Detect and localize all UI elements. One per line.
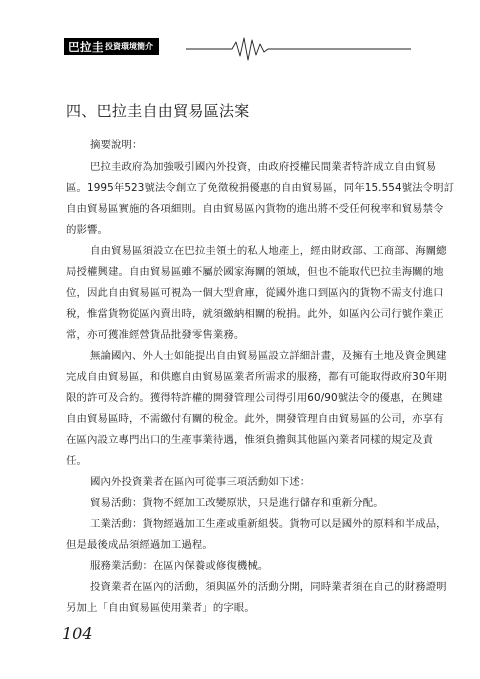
body-line: 摘要說明：	[90, 139, 143, 151]
page-number: 104	[62, 624, 93, 643]
body-line: 投資業者在區內的活動，須與區外的活動分開，同時業者須在自己的財務證明	[90, 581, 447, 593]
body-line: 自由貿易區須設立在巴拉圭領土的私人地產上，經由財政部、工商部、海關總	[90, 245, 447, 257]
body-line: 國內外投資業者在區內可從事三項活動如下述：	[90, 476, 311, 488]
body-line: 另加上「自由貿易區使用業者」的字眼。	[66, 602, 255, 614]
body-line: 巴拉圭政府為加強吸引國內外投資，由政府授權民間業者特許成立自由貿易	[90, 161, 437, 173]
body-line: 無論國內、外人士如能提出自由貿易區設立詳細計畫，及擁有土地及資金興建	[90, 350, 447, 362]
body-line: 但是最後成品須經過加工過程。	[66, 539, 213, 551]
header-title-sub: 投資環境簡介	[105, 42, 153, 51]
body-line: 稅，惟當貨物從區內賣出時，就須繳納相關的稅捐。此外，如區內公司行號作業正	[66, 308, 444, 320]
body-line: 貿易活動：貨物不經加工改變原狀，只是進行儲存和重新分配。	[90, 497, 384, 509]
body-line: 區。1995年523號法令創立了免徵稅捐優惠的自由貿易區，同年15.554號法令明訂	[66, 182, 455, 194]
running-header	[0, 0, 480, 70]
body-line: 工業活動：貨物經過加工生產或重新組裝。貨物可以是國外的原料和半成品，	[90, 518, 447, 530]
body-line: 完成自由貿易區，和供應自由貿易區業者所需求的服務，都有可能取得政府30年期	[66, 371, 447, 383]
header-title-main: 巴拉圭	[68, 39, 104, 54]
body-line: 任。	[66, 455, 87, 467]
body-line: 局授權興建。自由貿易區雖不屬於國家海關的領域，但也不能取代巴拉圭海關的地	[66, 266, 444, 278]
body-line: 常，亦可獲准經營貨品批發零售業務。	[66, 329, 245, 341]
body-line: 限的許可及合約。獲得特許權的開發管理公司得引用60/90號法令的優惠，在興建	[66, 392, 443, 404]
body-line: 在區內設立專門出口的生產事業待遇，惟須負擔與其他區內業者同樣的規定及責	[66, 434, 434, 446]
body-line: 自由貿易區實施的各項細則。自由貿易區內貨物的進出將不受任何稅率和貿易禁令	[66, 203, 444, 215]
header-wave-rule	[0, 0, 480, 70]
body-line: 自由貿易區時，不需繳付有關的稅金。此外，開發管理自由貿易區的公司，亦享有	[66, 413, 444, 425]
body-line: 服務業活動：在區內保養或修復機械。	[90, 560, 269, 572]
body-line: 的影響。	[66, 224, 108, 236]
body-line: 位，因此自由貿易區可視為一個大型倉庫，從國外進口到區內的貨物不需支付進口	[66, 287, 444, 299]
section-heading: 四、巴拉圭自由貿易區法案	[66, 102, 250, 120]
